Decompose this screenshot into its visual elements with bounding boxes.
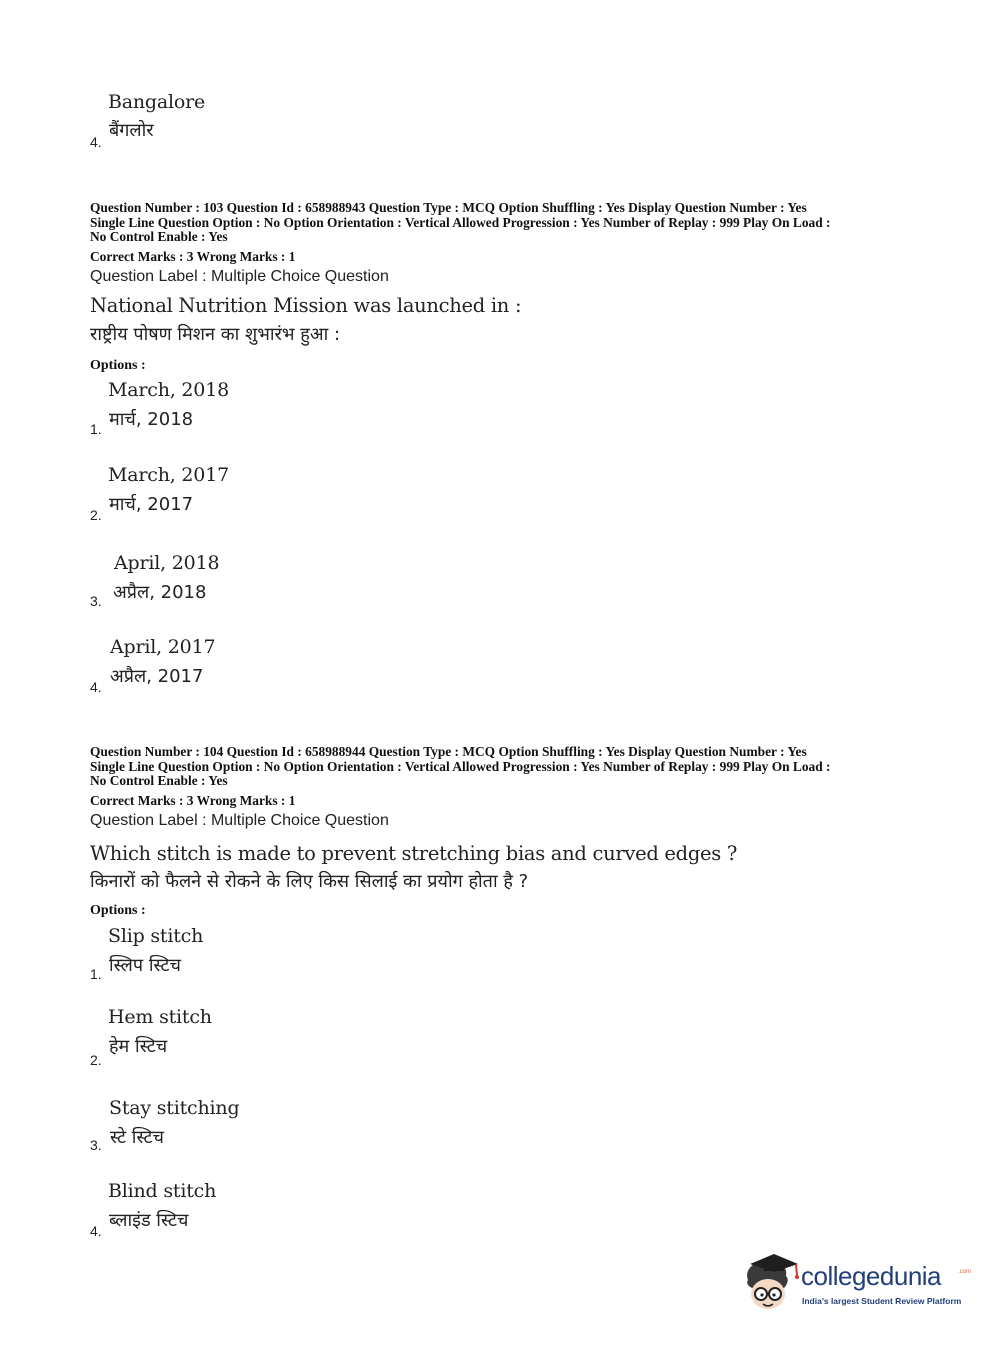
option-hindi: मार्च, 2018 (109, 409, 194, 430)
option-hindi: अप्रैल, 2018 (113, 582, 207, 603)
option-hindi: हेम स्टिच (109, 1036, 168, 1057)
option-hindi: ब्लाइंड स्टिच (109, 1210, 189, 1231)
option-english: Bangalore (108, 91, 206, 113)
logo-tagline: India's largest Student Review Platform (802, 1296, 962, 1306)
question-text-english: Which stitch is made to prevent stretching bias and curved edges ? (90, 842, 738, 865)
option-number: 3. (90, 1137, 102, 1153)
option-hindi: स्टे स्टिच (110, 1127, 164, 1148)
question-text-hindi: किनारों को फैलने से रोकने के लिए किस सिलाई का प्रयोग होता है ? (90, 871, 529, 892)
option-english: March, 2017 (108, 464, 229, 486)
option-hindi: बैंगलोर (109, 120, 154, 141)
question-label: Question Label : Multiple Choice Question (90, 268, 389, 285)
option-english: Blind stitch (108, 1180, 217, 1202)
mascot-graduate-icon (740, 1250, 802, 1314)
option-number: 2. (90, 1052, 102, 1068)
option-english: April, 2018 (114, 552, 220, 574)
options-label: Options : (90, 358, 146, 373)
logo-wordmark: collegedunia (801, 1261, 942, 1291)
option-english: Hem stitch (108, 1006, 212, 1028)
meta-line: No Control Enable : Yes (90, 229, 228, 244)
collegedunia-logo[interactable] (740, 1250, 970, 1314)
logo-suffix: .com (958, 1269, 972, 1275)
option-number: 1. (90, 421, 102, 437)
meta-line: Question Number : 104 Question Id : 658988944 Question Type : MCQ Option Shuffling : Yes Display Question Number : Yes (90, 744, 807, 759)
question-text-hindi: राष्ट्रीय पोषण मिशन का शुभारंभ हुआ : (90, 324, 341, 345)
meta-line: Single Line Question Option : No Option Orientation : Vertical Allowed Progression : Yes Number of Replay : 999 Play On Load : (90, 214, 831, 230)
option-hindi: स्लिप स्टिच (109, 955, 181, 976)
option-english: Stay stitching (109, 1097, 240, 1119)
question-marks: Correct Marks : 3 Wrong Marks : 1 (90, 793, 296, 808)
options-label: Options : (90, 903, 146, 918)
question-label: Question Label : Multiple Choice Question (90, 812, 389, 829)
option-number: 4. (90, 134, 102, 150)
option-english: Slip stitch (108, 925, 204, 947)
option-number: 3. (90, 593, 102, 609)
option-hindi: मार्च, 2017 (109, 494, 194, 515)
option-number: 2. (90, 507, 102, 523)
question-meta (90, 745, 920, 789)
meta-line: No Control Enable : Yes (90, 773, 228, 788)
option-number: 1. (90, 966, 102, 982)
option-hindi: अप्रैल, 2017 (110, 666, 204, 687)
option-number: 4. (90, 1223, 102, 1239)
question-marks: Correct Marks : 3 Wrong Marks : 1 (90, 249, 296, 264)
meta-line: Single Line Question Option : No Option Orientation : Vertical Allowed Progression : Yes Number of Replay : 999 Play On Load : (90, 758, 831, 774)
option-english: March, 2018 (108, 379, 229, 401)
question-meta (90, 201, 920, 245)
option-english: April, 2017 (110, 636, 216, 658)
meta-line: Question Number : 103 Question Id : 658988943 Question Type : MCQ Option Shuffling : Yes Display Question Number : Yes (90, 200, 807, 215)
question-text-english: National Nutrition Mission was launched in : (90, 294, 522, 317)
option-number: 4. (90, 679, 102, 695)
